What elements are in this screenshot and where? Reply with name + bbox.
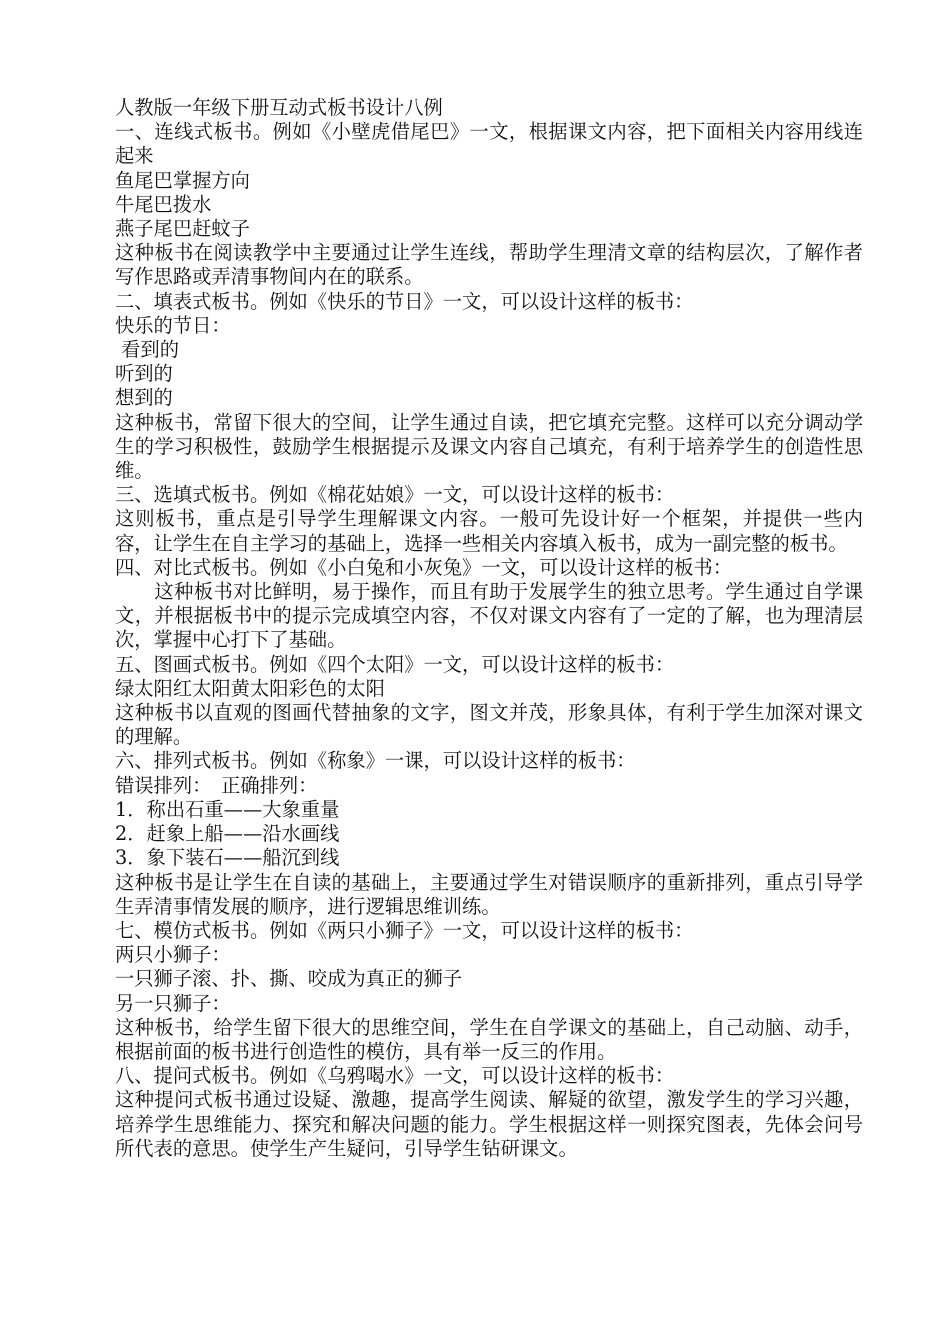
- paragraph: 六、排列式板书。例如《称象》一课，可以设计这样的板书：: [115, 749, 636, 773]
- paragraph: 八、提问式板书。例如《乌鸦喝水》一文，可以设计这样的板书：: [115, 1064, 675, 1088]
- paragraph: 另一只狮子：: [115, 991, 231, 1015]
- paragraph: 这种板书是让学生在自读的基础上，主要通过学生对错误顺序的重新排列，重点引导学生弄清事情发展的顺序，进行逻辑思维训练。: [115, 870, 863, 918]
- paragraph: 2．赶象上船——沿水画线: [115, 822, 340, 846]
- paragraph: 绿太阳红太阳黄太阳彩色的太阳: [115, 676, 385, 700]
- paragraph: 两只小狮子：: [115, 943, 231, 967]
- paragraph: 想到的: [115, 386, 173, 410]
- paragraph: 五、图画式板书。例如《四个太阳》一文，可以设计这样的板书：: [115, 652, 675, 676]
- paragraph: 四、对比式板书。例如《小白兔和小灰兔》一文，可以设计这样的板书：: [115, 555, 732, 579]
- paragraph: 这种提问式板书通过设疑、激趣，提高学生阅读、解疑的欲望，激发学生的学习兴趣，培养学生思维能力、探究和解决问题的能力。学生根据这样一则探究图表，先体会问号所代表的意思。使学生产生疑问，引导学生钻研课文。: [115, 1088, 863, 1160]
- paragraph: 这种板书对比鲜明，易于操作，而且有助于发展学生的独立思考。学生通过自学课文，并根据板书中的提示完成填空内容，不仅对课文内容有了一定的了解，也为理清层次，掌握中心打下了基础。: [115, 580, 863, 652]
- paragraph: 燕子尾巴赶蚊子: [115, 217, 250, 241]
- paragraph: 鱼尾巴掌握方向: [115, 168, 250, 192]
- paragraph: 这种板书在阅读教学中主要通过让学生连线，帮助学生理清文章的结构层次，了解作者写作思路或弄清事物间内在的联系。: [115, 241, 863, 289]
- paragraph: 听到的: [115, 362, 173, 386]
- paragraph: 二、填表式板书。例如《快乐的节日》一文，可以设计这样的板书：: [115, 289, 694, 313]
- paragraph: 一、连线式板书。例如《小壁虎借尾巴》一文，根据课文内容，把下面相关内容用线连起来: [115, 120, 863, 168]
- paragraph: 七、模仿式板书。例如《两只小狮子》一文，可以设计这样的板书：: [115, 918, 694, 942]
- paragraph: 三、选填式板书。例如《棉花姑娘》一文，可以设计这样的板书：: [115, 483, 675, 507]
- paragraph: 快乐的节日：: [115, 313, 231, 337]
- paragraph: 看到的: [115, 338, 179, 362]
- paragraph: 3．象下装石——船沉到线: [115, 846, 340, 870]
- document-body: [115, 96, 863, 1161]
- paragraph: 这种板书以直观的图画代替抽象的文字，图文并茂，形象具体，有利于学生加深对课文的理解。: [115, 701, 863, 749]
- paragraph: 这种板书，给学生留下很大的思维空间，学生在自学课文的基础上，自己动脑、动手，根据前面的板书进行创造性的模仿，具有举一反三的作用。: [115, 1015, 863, 1063]
- paragraph: 错误排列： 正确排列：: [115, 773, 318, 797]
- paragraph: 一只狮子滚、扑、撕、咬成为真正的狮子: [115, 967, 463, 991]
- paragraph: 这则板书，重点是引导学生理解课文内容。一般可先设计好一个框架，并提供一些内容，让学生在自主学习的基础上，选择一些相关内容填入板书，成为一副完整的板书。: [115, 507, 863, 555]
- doc-title: 人教版一年级下册互动式板书设计八例: [115, 96, 443, 119]
- paragraph: 这种板书，常留下很大的空间，让学生通过自读，把它填充完整。这样可以充分调动学生的学习积极性，鼓励学生根据提示及课文内容自己填充，有利于培养学生的创造性思维。: [115, 410, 863, 483]
- paragraph: 牛尾巴拨水: [115, 192, 212, 216]
- paragraph: 1．称出石重——大象重量: [115, 797, 340, 821]
